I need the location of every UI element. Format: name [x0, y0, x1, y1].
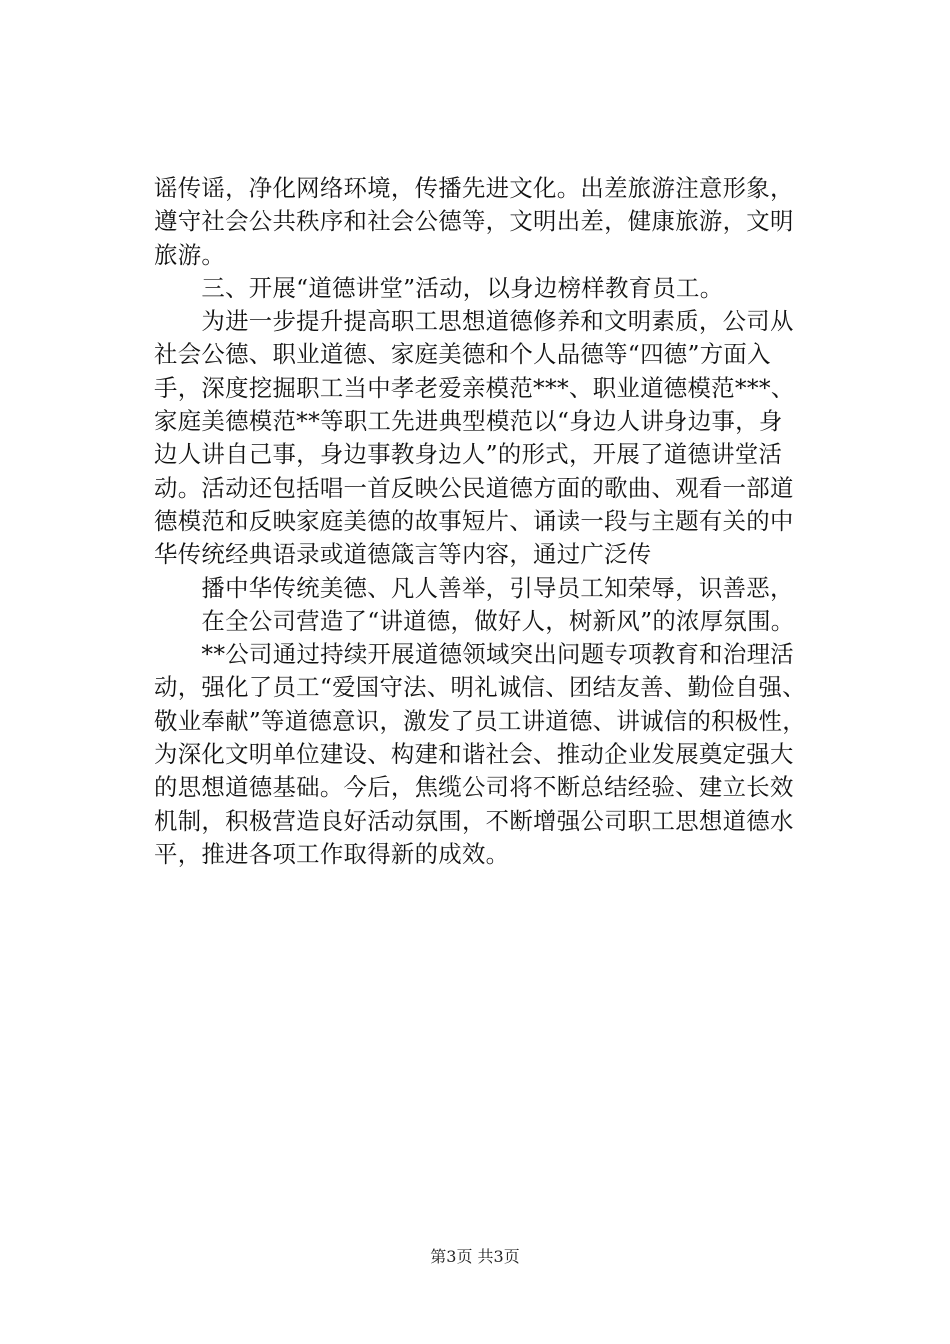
text-line: 边人讲自己事，身边事教身边人”的形式，开展了道德讲堂活	[154, 440, 783, 469]
document-body	[154, 172, 814, 871]
text-line: 为深化文明单位建设、构建和谐社会、推动企业发展奠定强大	[154, 740, 794, 769]
section-heading: 三、开展“道德讲堂”活动，以身边榜样教育员工。	[154, 273, 724, 302]
text-line: 遵守社会公共秩序和社会公德等，文明出差，健康旅游，文明	[154, 207, 794, 236]
text-line: 德模范和反映家庭美德的故事短片、诵读一段与主题有关的中	[154, 506, 794, 535]
text-line: 动。活动还包括唱一首反映公民道德方面的歌曲、观看一部道	[154, 473, 794, 502]
text-line: 平，推进各项工作取得新的成效。	[154, 839, 510, 868]
text-line: 播中华传统美德、凡人善举，引导员工知荣辱，识善恶，	[154, 573, 794, 602]
text-line: 的思想道德基础。今后，焦缆公司将不断总结经验、建立长效	[154, 773, 794, 802]
text-line: **公司通过持续开展道德领域突出问题专项教育和治理活	[154, 640, 794, 669]
text-line: 机制，积极营造良好活动氛围，不断增强公司职工思想道德水	[154, 806, 794, 835]
text-line: 敬业奉献”等道德意识，激发了员工讲道德、讲诚信的积极性，	[154, 706, 806, 735]
text-line: 手，深度挖掘职工当中孝老爱亲模范***、职业道德模范***、	[154, 373, 795, 402]
text-line: 家庭美德模范**等职工先进典型模范以“身边人讲身边事，身	[154, 407, 783, 436]
text-line: 动，强化了员工“爱国守法、明礼诚信、团结友善、勤俭自强、	[154, 673, 806, 702]
text-line: 在全公司营造了“讲道德，做好人，树新风”的浓厚氛围。	[154, 606, 795, 635]
text-line: 旅游。	[154, 240, 226, 269]
page-footer	[0, 1244, 950, 1267]
page-number: 第3页 共3页	[430, 1247, 520, 1266]
text-line: 华传统经典语录或道德箴言等内容，通过广泛传	[154, 540, 652, 569]
text-line: 谣传谣，净化网络环境，传播先进文化。出差旅游注意形象，	[154, 174, 794, 202]
text-line: 社会公德、职业道德、家庭美德和个人品德等“四德”方面入	[154, 340, 771, 369]
text-line: 为进一步提升提高职工思想道德修养和文明素质，公司从	[154, 307, 794, 336]
